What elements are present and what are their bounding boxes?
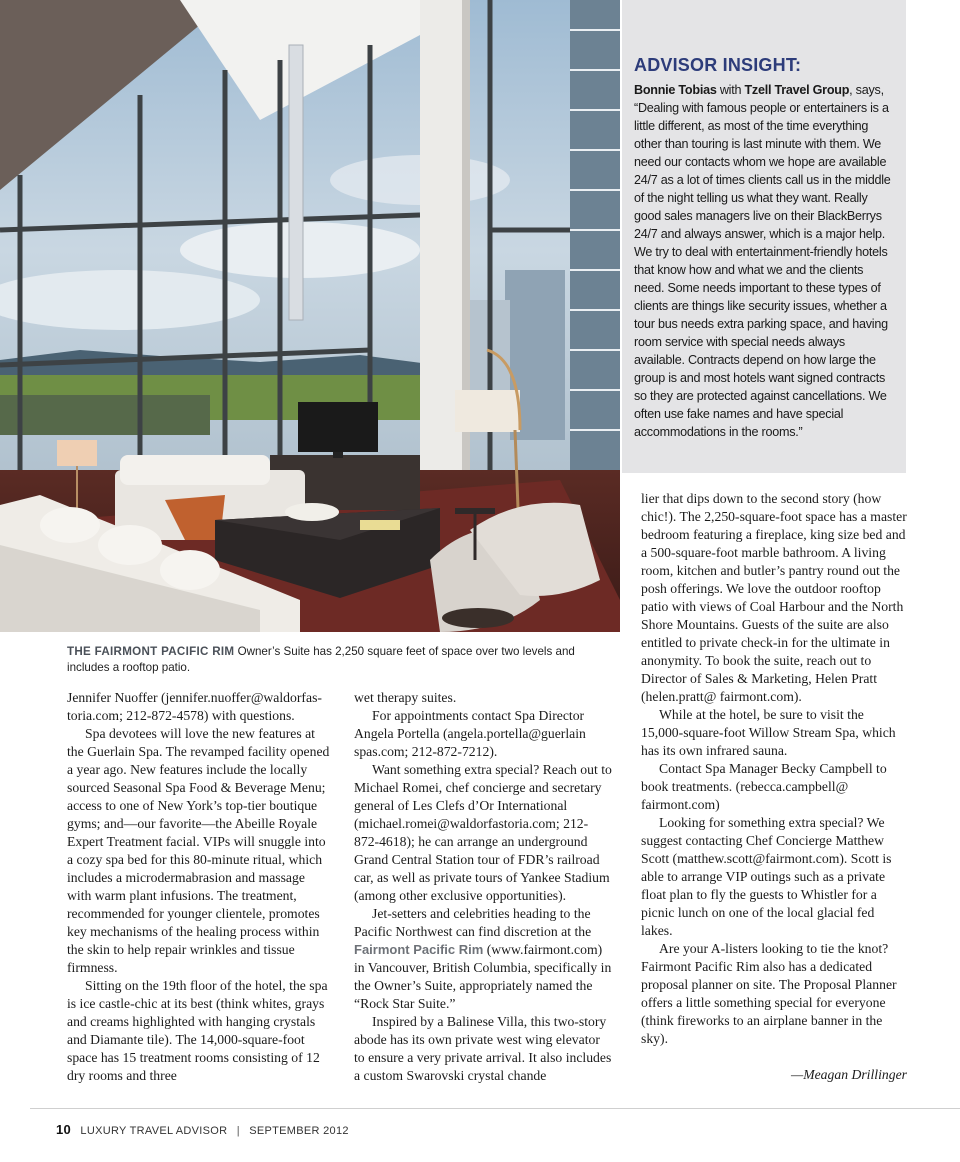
hotel-name: Fairmont Pacific Rim xyxy=(354,942,484,957)
footer-separator: | xyxy=(236,1125,240,1137)
article-column-1 xyxy=(67,689,331,1085)
caption-text: Owner’s Suite has 2,250 square feet of space over two levels and includes a rooftop patio. xyxy=(67,645,575,674)
paragraph xyxy=(354,905,612,1013)
sidebar-quote-text xyxy=(634,81,896,441)
paragraph: Jennifer Nuoffer (jennifer.nuoffer@waldorfastoria.com; 212-872-4578) with questions. xyxy=(67,690,322,723)
page-number: 10 xyxy=(56,1122,72,1137)
footer-divider xyxy=(30,1108,960,1109)
publication-name: LUXURY TRAVEL ADVISOR xyxy=(80,1125,228,1137)
advisor-quote: “Dealing with famous people or entertainers is a little different, as most of the time everything other than touring is last minute with them. We need our contacts whom we hope are available 24/7 as a lot of times clients call us in the middle of the night telling us what they want. Really good sales managers live on their BlackBerrys 24/7 and always answer, which is a major help. We try to deal with entertainment-friendly hotels that know how and what we and the clients need. Some needs important to these types of clients are things like security issues, whether a tour bus needs extra parking space, and having room service with special needs always available. Contracts depend on how large the group is and most hotels want signed contracts so they are protected against cancellations. We often use fake names and have special accommodations in the rooms.” xyxy=(634,101,891,439)
advisor-insight-sidebar xyxy=(622,0,906,473)
paragraph: Contact Spa Manager Becky Campbell to book treatments. (rebecca.campbell@ fairmont.com) xyxy=(641,761,887,812)
issue-date: SEPTEMBER 2012 xyxy=(249,1125,349,1137)
paragraph: Spa devotees will love the new features at the Guerlain Spa. The revamped facility opened a year ago. New features include the locally sourced Seasonal Spa Food & Beverage Menu; access to one of New York’s top-tier boutique gyms; and—our favorite—the Abeille Royale Expert Treatment facial. VIPs will snuggle into a cozy spa bed for this 80-minute ritual, which includes a microdermabrasion and massage with warm plant infusions. The treatment, recommended for younger clientele, promotes key mechanisms of the healing process within the skin to help repair wrinkles and tissue firmness. xyxy=(67,726,330,975)
sidebar-says: , says, xyxy=(849,83,884,97)
article-column-2 xyxy=(354,689,612,1085)
caption-lead: THE FAIRMONT PACIFIC RIM xyxy=(67,645,235,658)
paragraph: lier that dips down to the second story (how chic!). The 2,250-square-foot space has a master bedroom featuring a fireplace, king size bed and a 500-square-foot marble bathroom. A living room, kitchen and butler’s pantry round out the posh offerings. We love the outdoor rooftop patio with views of Coal Harbour and the North Shore Mountains. Guests of the suite are also entitled to private check-in for the ultimate in anonymity. To book the suite, reach out to Director of Sales & Marketing, Helen Pratt (helen.pratt@ fairmont.com). xyxy=(641,491,907,704)
advisor-name: Bonnie Tobias xyxy=(634,83,717,97)
sidebar-with: with xyxy=(716,83,745,97)
paragraph: Want something extra special? Reach out to Michael Romei, chef concierge and secretary general of Les Clefs d’Or International (michael.romei@waldorfastoria.com; 212-872-4618); he can arrange an underground Grand Central Station tour of FDR’s railroad car, as well as private tours of Yankee Stadium (among other exclusive opportunities). xyxy=(354,762,612,903)
page-footer xyxy=(56,1122,349,1137)
photo-caption xyxy=(67,644,612,676)
suite-photo xyxy=(0,0,620,632)
paragraph: Are your A-listers looking to tie the knot? Fairmont Pacific Rim also has a dedicated proposal planner on site. The Proposal Planner offers a little something special for everyone (think fireworks to an airplane banner in the sky). xyxy=(641,941,897,1046)
author-byline: —Meagan Drillinger xyxy=(791,1067,907,1082)
advisor-company: Tzell Travel Group xyxy=(744,83,850,97)
paragraph: While at the hotel, be sure to visit the 15,000-square-foot Willow Stream Spa, which has its own infrared sauna. xyxy=(641,707,896,758)
paragraph-text: Jet-setters and celebrities heading to the Pacific Northwest can find discretion at the xyxy=(354,906,592,939)
paragraph: Looking for something extra special? We suggest contacting Chef Concierge Matthew Scott (matthew.scott@fairmont.com). Scott is able to arrange VIP outings such as a private float plan to fly the guests to Whistler for a picnic lunch on one of the local glacial fed lakes. xyxy=(641,815,892,938)
paragraph: For appointments contact Spa Director Angela Portella (angela.portella@guerlain spas.com; 212-872-7212). xyxy=(354,708,586,759)
paragraph: Inspired by a Balinese Villa, this two-story abode has its own private west wing elevator to ensure a very private arrival. It also includes a custom Swarovski crystal chande xyxy=(354,1014,612,1083)
sidebar-heading: ADVISOR INSIGHT: xyxy=(634,55,802,75)
paragraph-text: (www.fairmont.com) in Vancouver, British Columbia, specifically in the Owner’s Suite, appropriately named the “Rock Star Suite.” xyxy=(354,942,612,1011)
paragraph: wet therapy suites. xyxy=(354,690,457,705)
paragraph: Sitting on the 19th floor of the hotel, the spa is ice castle-chic at its best (think whites, grays and creams highlighted with hanging crystals and Diamante tile). The 14,000-square-foot space has 15 treatment rooms consisting of 12 dry rooms and three xyxy=(67,978,328,1083)
article-column-3 xyxy=(641,490,907,1048)
